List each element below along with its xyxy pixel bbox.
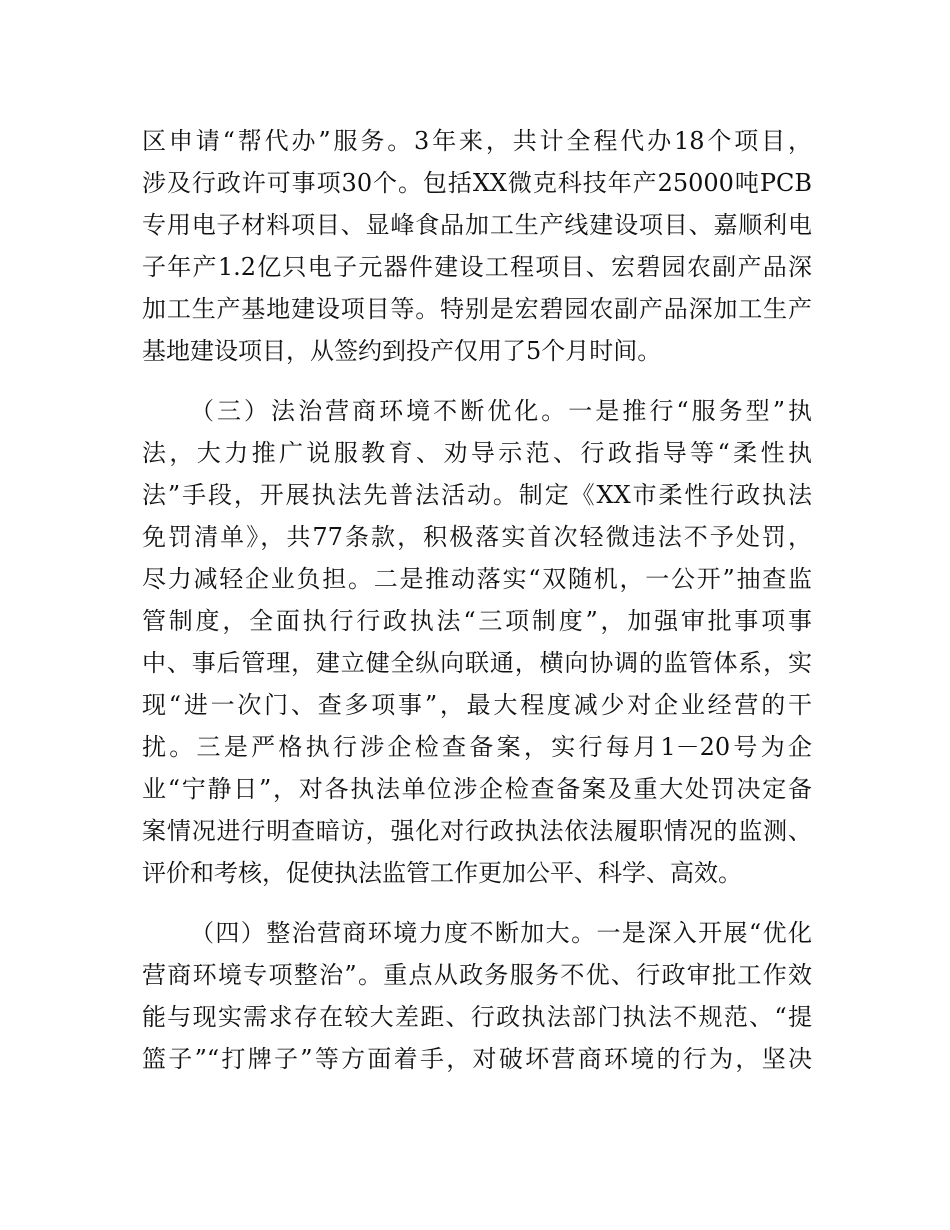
- paragraph-2-line-7: 中、事后管理，建立健全纵向联通，横向协调的监管体系，实: [142, 649, 812, 677]
- paragraph-2-line-1: （三）法治营商环境不断优化。一是推行“服务型”执: [190, 397, 812, 425]
- paragraph-2-line-6: 管制度，全面执行行政执法“三项制度”，加强审批事项事: [142, 607, 812, 635]
- paragraph-2-line-2: 法，大力推广说服教育、劝导示范、行政指导等“柔性执: [142, 439, 812, 467]
- paragraph-2-line-11: 案情况进行明查暗访，强化对行政执法依法履职情况的监测、: [142, 817, 812, 845]
- paragraph-1-line-2: 涉及行政许可事项30个。包括XX微克科技年产25000吨PCB: [142, 169, 812, 197]
- paragraph-3-line-1: （四）整治营商环境力度不断加大。一是深入开展“优化: [190, 919, 812, 947]
- paragraph-2-line-8: 现“进一次门、查多项事”，最大程度减少对企业经营的干: [142, 691, 812, 719]
- paragraph-3-line-4: 篮子”“打牌子”等方面着手，对破坏营商环境的行为，坚决: [142, 1045, 812, 1073]
- paragraph-2-line-10: 业“宁静日”，对各执法单位涉企检查备案及重大处罚决定备: [142, 775, 812, 803]
- paragraph-1-line-4: 子年产1.2亿只电子元器件建设工程项目、宏碧园农副产品深: [142, 253, 812, 281]
- paragraph-2-line-3: 法”手段，开展执法先普法活动。制定《XX市柔性行政执法: [142, 481, 812, 509]
- paragraph-3-line-2: 营商环境专项整治”。重点从政务服务不优、行政审批工作效: [142, 961, 812, 989]
- paragraph-2-line-12: 评价和考核，促使执法监管工作更加公平、科学、高效。: [142, 859, 742, 887]
- paragraph-3-line-3: 能与现实需求存在较大差距、行政执法部门执法不规范、“提: [142, 1003, 812, 1031]
- paragraph-1-line-5: 加工生产基地建设项目等。特别是宏碧园农副产品深加工生产: [142, 295, 812, 323]
- paragraph-2-line-5: 尽力减轻企业负担。二是推动落实“双随机，一公开”抽查监: [142, 565, 812, 593]
- paragraph-2-line-4: 免罚清单》，共77条款，积极落实首次轻微违法不予处罚，: [142, 523, 812, 551]
- paragraph-2-line-9: 扰。三是严格执行涉企检查备案，实行每月1－20号为企: [142, 733, 812, 761]
- paragraph-1-line-1: 区申请“帮代办”服务。3年来，共计全程代办18个项目，: [142, 127, 812, 155]
- paragraph-1-line-3: 专用电子材料项目、显峰食品加工生产线建设项目、嘉顺利电: [142, 211, 812, 239]
- paragraph-1-line-6: 基地建设项目，从签约到投产仅用了5个月时间。: [142, 337, 662, 365]
